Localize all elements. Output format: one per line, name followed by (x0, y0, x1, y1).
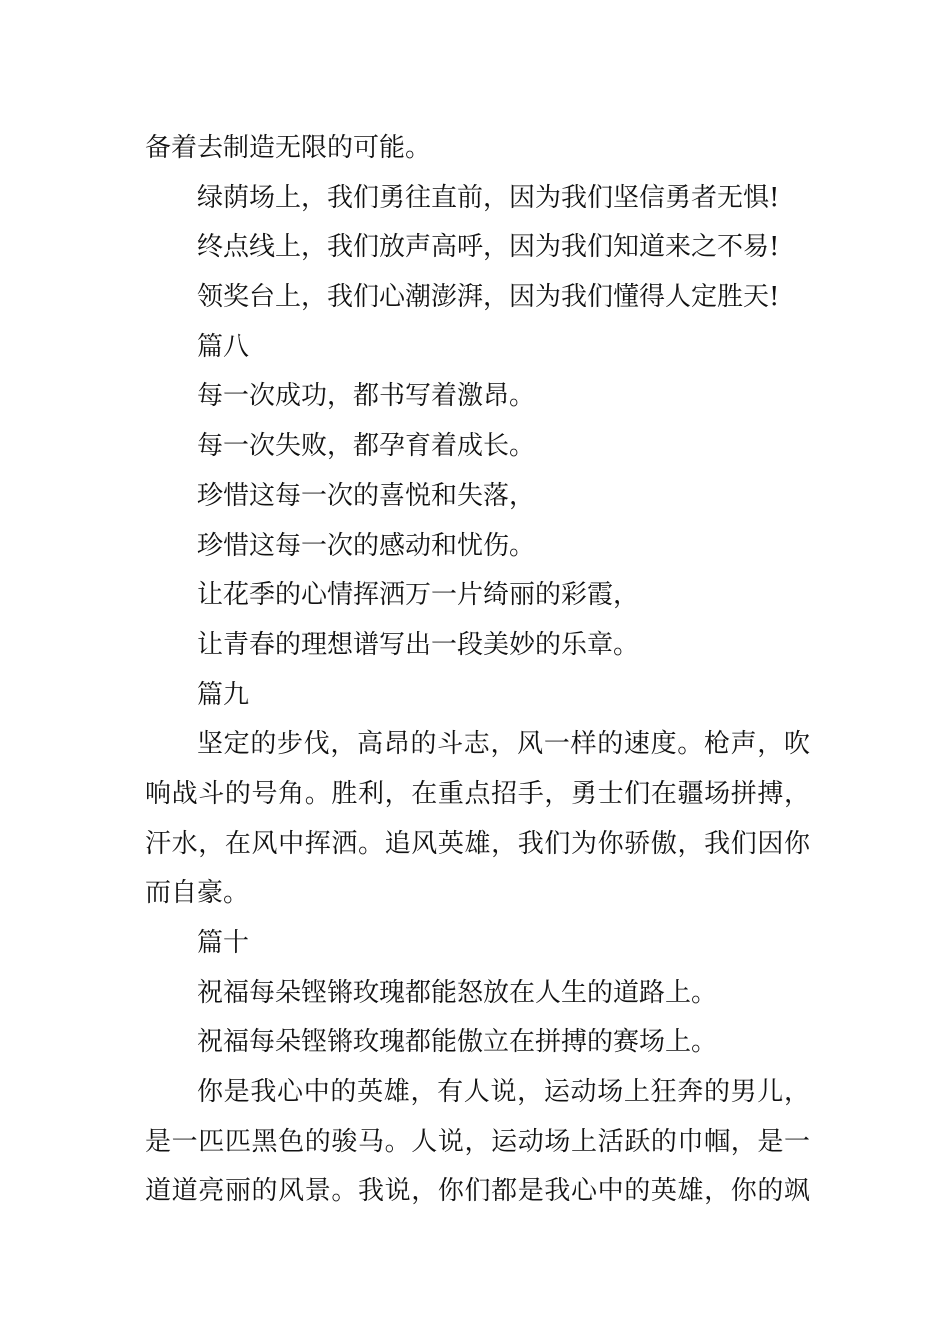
text-line: 备着去制造无限的可能。 (145, 133, 432, 163)
text-line: 珍惜这每一次的感动和忧伤。 (197, 530, 536, 561)
text-line: 你是我心中的英雄，有人说，运动场上狂奔的男儿， (197, 1077, 810, 1108)
text-line: 终点线上，我们放声高呼，因为我们知道来之不易! (197, 232, 780, 263)
text-line: 道道亮丽的风景。我说，你们都是我心中的英雄，你的飒 (145, 1176, 810, 1207)
text-line: 祝福每朵铿锵玫瑰都能傲立在拼搏的赛场上。 (197, 1027, 718, 1058)
text-line: 绿荫场上，我们勇往直前，因为我们坚信勇者无惧! (197, 182, 780, 213)
text-line: 每一次失败，都孕育着成长。 (197, 431, 536, 462)
text-line: 每一次成功，都书写着激昂。 (197, 381, 536, 412)
text-line: 坚定的步伐，高昂的斗志，风一样的速度。枪声，吹 (197, 729, 810, 760)
body-text (145, 124, 810, 1217)
text-line: 珍惜这每一次的喜悦和失落， (197, 480, 536, 511)
text-line: 让青春的理想谱写出一段美妙的乐章。 (197, 629, 640, 660)
text-line: 祝福每朵铿锵玫瑰都能怒放在人生的道路上。 (197, 977, 718, 1008)
text-line: 是一匹匹黑色的骏马。人说，运动场上活跃的巾帼，是一 (145, 1126, 810, 1157)
text-line: 领奖台上，我们心潮澎湃，因为我们懂得人定胜天! (197, 282, 780, 313)
section-heading: 篇八 (197, 331, 250, 362)
text-line: 让花季的心情挥洒万一片绮丽的彩霞， (197, 580, 640, 611)
section-heading: 篇九 (197, 679, 250, 710)
text-line: 而自豪。 (145, 878, 250, 909)
text-line: 汗水，在风中挥洒。追风英雄，我们为你骄傲，我们因你 (145, 828, 810, 859)
text-line: 响战斗的号角。胜利，在重点招手，勇士们在疆场拼搏， (145, 778, 810, 809)
section-heading: 篇十 (197, 928, 250, 958)
